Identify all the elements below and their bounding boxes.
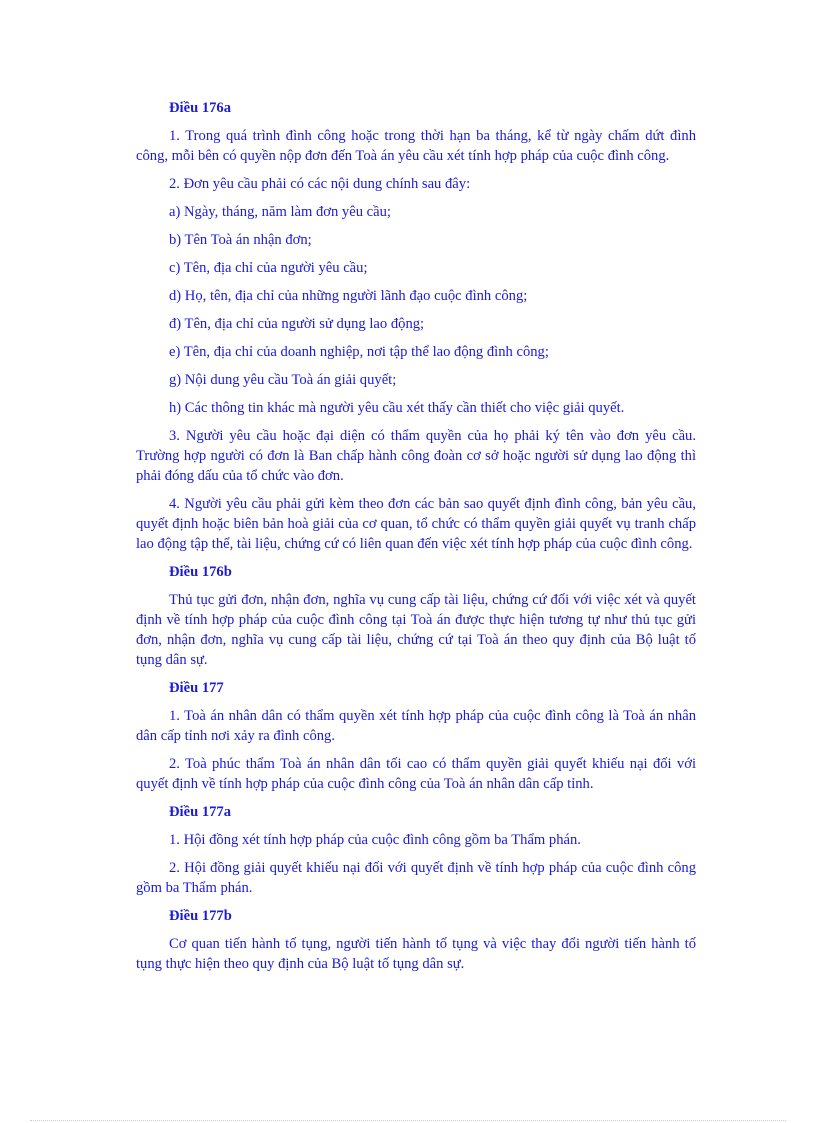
article-heading: Điều 177b <box>169 908 232 924</box>
paragraph: 2. Đơn yêu cầu phải có các nội dung chính sau đây: <box>169 176 471 192</box>
article-176a <box>136 98 696 554</box>
list-item: g) Nội dung yêu cầu Toà án giải quyết; <box>169 372 397 388</box>
article-177a <box>136 802 696 898</box>
list-item: đ) Tên, địa chỉ của người sử dụng lao động; <box>169 316 425 332</box>
paragraph: 3. Người yêu cầu hoặc đại diện có thẩm quyền của họ phải ký tên vào đơn yêu cầu. Trường hợp người có đơn là Ban chấp hành công đoàn cơ sở hoặc người sử dụng lao động thì phải đóng dấu của tổ chức vào đơn. <box>136 428 696 484</box>
page-bottom-divider <box>30 1120 786 1121</box>
paragraph: 4. Người yêu cầu phải gửi kèm theo đơn các bản sao quyết định đình công, bản yêu cầu, quyết định hoặc biên bản hoà giải của cơ quan, tổ chức có thẩm quyền giải quyết vụ tranh chấp lao động tập thể, tài liệu, chứng cứ có liên quan đến việc xét tính hợp pháp của cuộc đình công. <box>136 496 696 552</box>
list-item: b) Tên Toà án nhận đơn; <box>169 232 312 248</box>
article-176b <box>136 562 696 670</box>
document-body <box>136 90 696 982</box>
paragraph: 2. Hội đồng giải quyết khiếu nại đối với quyết định về tính hợp pháp của cuộc đình công gồm ba Thẩm phán. <box>136 860 696 896</box>
article-177 <box>136 678 696 794</box>
list-item: a) Ngày, tháng, năm làm đơn yêu cầu; <box>169 204 391 220</box>
list-item: h) Các thông tin khác mà người yêu cầu xét thấy cần thiết cho việc giải quyết. <box>169 400 625 416</box>
article-177b <box>136 906 696 974</box>
article-heading: Điều 177a <box>169 804 232 820</box>
list-item: d) Họ, tên, địa chỉ của những người lãnh đạo cuộc đình công; <box>169 288 528 304</box>
paragraph: 1. Toà án nhân dân có thẩm quyền xét tính hợp pháp của cuộc đình công là Toà án nhân dân cấp tỉnh nơi xảy ra đình công. <box>136 708 696 744</box>
list-item: e) Tên, địa chỉ của doanh nghiệp, nơi tập thể lao động đình công; <box>169 344 549 360</box>
article-heading: Điều 177 <box>169 680 224 696</box>
paragraph: 1. Trong quá trình đình công hoặc trong thời hạn ba tháng, kể từ ngày chấm dứt đình công, mỗi bên có quyền nộp đơn đến Toà án yêu cầu xét tính hợp pháp của cuộc đình công. <box>136 128 696 164</box>
paragraph: 2. Toà phúc thẩm Toà án nhân dân tối cao có thẩm quyền giải quyết khiếu nại đối với quyết định về tính hợp pháp của cuộc đình công của Toà án nhân dân cấp tỉnh. <box>136 756 696 792</box>
list-item: c) Tên, địa chỉ của người yêu cầu; <box>169 260 368 276</box>
article-heading: Điều 176b <box>169 564 232 580</box>
paragraph: Thủ tục gửi đơn, nhận đơn, nghĩa vụ cung cấp tài liệu, chứng cứ đối với việc xét và quyết định về tính hợp pháp của cuộc đình công tại Toà án được thực hiện tương tự như thủ tục gửi đơn, nhận đơn, nghĩa vụ cung cấp tài liệu, chứng cứ tại Toà án theo quy định của Bộ luật tố tụng dân sự. <box>136 592 696 668</box>
paragraph: 1. Hội đồng xét tính hợp pháp của cuộc đình công gồm ba Thẩm phán. <box>169 832 581 848</box>
article-heading: Điều 176a <box>169 100 232 116</box>
paragraph: Cơ quan tiến hành tố tụng, người tiến hành tố tụng và việc thay đổi người tiến hành tố tụng thực hiện theo quy định của Bộ luật tố tụng dân sự. <box>136 936 696 972</box>
